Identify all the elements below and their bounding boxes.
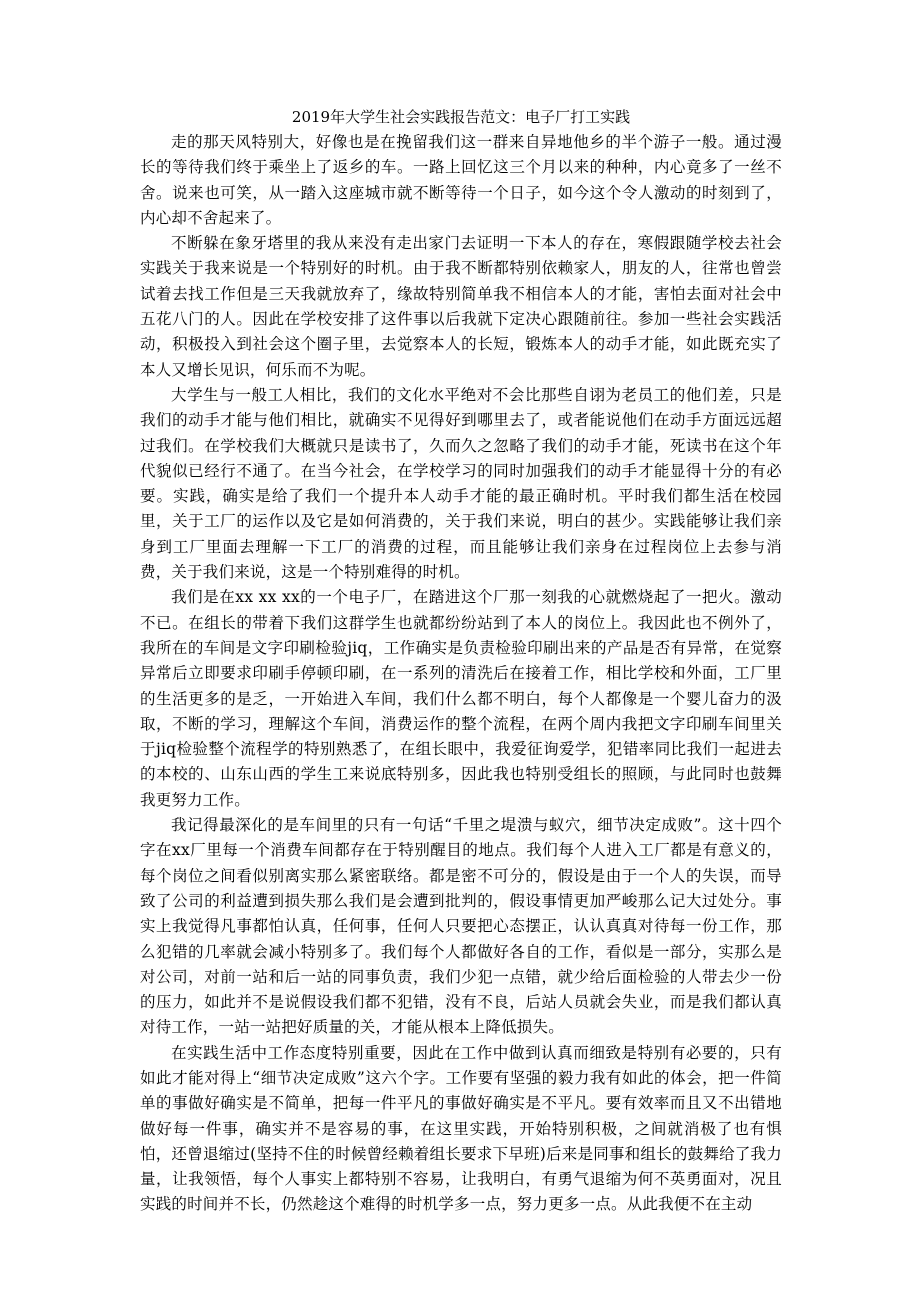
paragraph-2: 不断躲在象牙塔里的我从来没有走出家门去证明一下本人的存在，寒假跟随学校去社会实践关于我来说是一个特别好的时机。由于我不断都特别依赖家人，朋友的人，往常也曾尝试着去找工作但是三天我就放弃了，缘故特别简单我不相信本人的才能，害怕去面对社会中五花八门的人。因此在学校安排了这件事以后我就下定决心跟随前往。参加一些社会实践活动，积极投入到社会这个圈子里，去觉察本人的长短，锻炼本人的动手才能，如此既充实了本人又增长见识，何乐而不为呢。 <box>140 234 782 379</box>
paragraph-6: 在实践生活中工作态度特别重要，因此在工作中做到认真而细致是特别有必要的，只有如此才能对得上“细节决定成败”这六个字。工作要有坚强的毅力我有如此的体会，把一件简单的事做好确实是不简单，把每一件平凡的事做好确实是不平凡。要有效率而且又不出错地做好每一件事，确实并不是容易的事，在这里实践，开始特别积极，之间就消极了也有惧怕，还曾退缩过(坚持不住的时候曾经赖着组长要求下早班)后来是同事和组长的鼓舞给了我力量，让我领悟，每个人事实上都特别不容易，让我明白，有勇气退缩为何不英勇面对，况且实践的时间并不长，仍然趁这个难得的时机学多一点，努力更多一点。从此我便不在主动 <box>140 1043 782 1214</box>
document-page <box>140 104 782 1218</box>
paragraph-1: 走的那天风特别大，好像也是在挽留我们这一群来自异地他乡的半个游子一般。通过漫长的等待我们终于乘坐上了返乡的车。一路上回忆这三个月以来的种种，内心竟多了一丝不舍。说来也可笑，从一踏入这座城市就不断等待一个日子，如今这个令人激动的时刻到了，内心却不舍起来了。 <box>140 133 782 227</box>
paragraph-4: 我们是在xx xx xx的一个电子厂，在踏进这个厂那一刻我的心就燃烧起了一把火。激动不已。在组长的带着下我们这群学生也就都纷纷站到了本人的岗位上。我因此也不例外了，我所在的车间是文字印刷检验jiq，工作确实是负责检验印刷出来的产品是否有异常，在觉察异常后立即要求印刷手停顿印刷，在一系列的清洗后在接着工作，相比学校和外面，工厂里的生活更多的是乏，一开始进入车间，我们什么都不明白，每个人都像是一个婴儿奋力的汲取，不断的学习，理解这个车间，消费运作的整个流程，在两个周内我把文字印刷车间里关于jiq检验整个流程学的特别熟悉了，在组长眼中，我爱征询爱学，犯错率同比我们一起进去的本校的、山东山西的学生工来说底特别多，因此我也特别受组长的照顾，与此同时也鼓舞我更努力工作。 <box>140 588 782 809</box>
paragraph-3: 大学生与一般工人相比，我们的文化水平绝对不会比那些自诩为老员工的他们差，只是我们的动手才能与他们相比，就确实不见得好到哪里去了，或者能说他们在动手方面远远超过我们。在学校我们大概就只是读书了，久而久之忽略了我们的动手才能，死读书在这个年代貌似已经行不通了。在当今社会，在学校学习的同时加强我们的动手才能显得十分的有必要。实践，确实是给了我们一个提升本人动手才能的最正确时机。平时我们都生活在校园里，关于工厂的运作以及它是如何消费的，关于我们来说，明白的甚少。实践能够让我们亲身到工厂里面去理解一下工厂的消费的过程，而且能够让我们亲身在过程岗位上去参与消费，关于我们来说，这是一个特别难得的时机。 <box>140 385 782 582</box>
paragraph-5: 我记得最深化的是车间里的只有一句话“千里之堤溃与蚁穴，细节决定成败”。这十四个字在xx厂里每一个消费车间都存在于特别醒目的地点。我们每个人进入工厂都是有意义的，每个岗位之间看似别离实那么紧密联络。都是密不可分的，假设是由于一个人的失误，而导致了公司的利益遭到损失那么我们是会遭到批判的，假设事情更加严峻那么记大过处分。事实上我觉得凡事都怕认真，任何事，任何人只要把心态摆正，认认真真对待每一份工作，那么犯错的几率就会减小特别多了。我们每个人都做好各自的工作，看似是一部分，实那么是对公司，对前一站和后一站的同事负责，我们少犯一点错，就少给后面检验的人带去少一份的压力，如此并不是说假设我们都不犯错，没有不良，后站人员就会失业，而是我们都认真对待工作，一站一站把好质量的关，才能从根本上降低损失。 <box>140 816 782 1037</box>
document-title: 2019年大学生社会实践报告范文：电子厂打工实践 <box>291 108 631 126</box>
